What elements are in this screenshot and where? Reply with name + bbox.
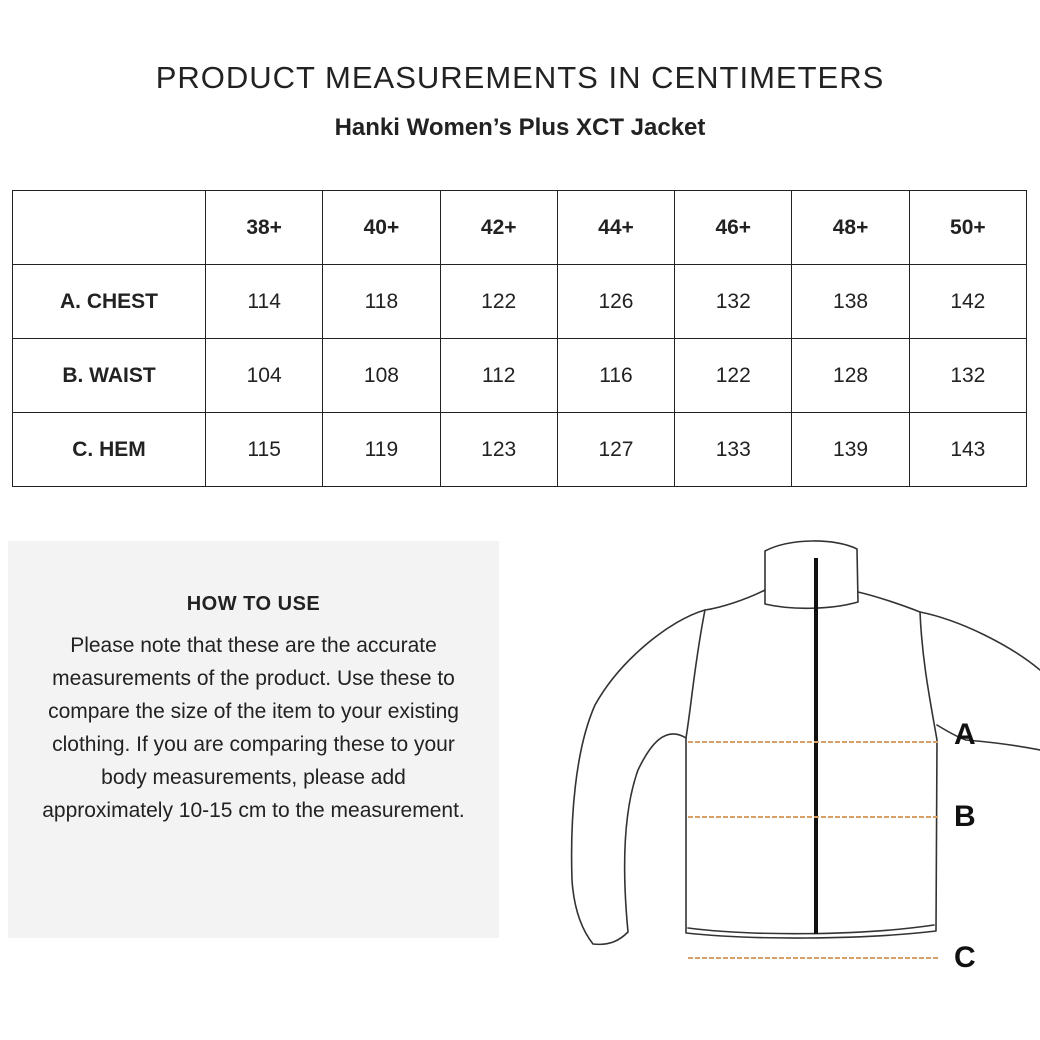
- table-cell: 142: [909, 265, 1026, 339]
- table-cell: 116: [557, 339, 674, 413]
- corner-cell: [13, 191, 206, 265]
- jacket-left-sleeve: [572, 610, 705, 944]
- table-cell: 122: [440, 265, 557, 339]
- table-cell: 104: [206, 339, 323, 413]
- table-cell: 126: [557, 265, 674, 339]
- jacket-right-sleeve: [920, 612, 1040, 670]
- table-cell: 132: [675, 265, 792, 339]
- jacket-right-cuff: [937, 725, 1040, 750]
- product-name: Hanki Women’s Plus XCT Jacket: [334, 114, 706, 141]
- table-header-row: [13, 191, 1027, 265]
- page-title: PRODUCT MEASUREMENTS IN CENTIMETERS: [155, 60, 885, 95]
- size-header: 46+: [675, 191, 792, 265]
- marker-c: C: [954, 941, 976, 974]
- how-to-use-title: HOW TO USE: [186, 593, 321, 615]
- size-header: 38+: [206, 191, 323, 265]
- table-cell: 132: [909, 339, 1026, 413]
- table-cell: 122: [675, 339, 792, 413]
- size-header: 44+: [557, 191, 674, 265]
- how-to-use-text: Please note that these are the accurate measurements of the product. Use these to compare the size of the item to your existing clothing. If you are comparing these to your body measurements, please add approximately 10-15 cm to the measurement.: [42, 634, 465, 822]
- size-table: [12, 190, 1027, 487]
- row-label: C. HEM: [13, 413, 206, 487]
- row-label: B. WAIST: [13, 339, 206, 413]
- table-cell: 115: [206, 413, 323, 487]
- jacket-body: [686, 590, 937, 938]
- table-cell: 143: [909, 413, 1026, 487]
- table-row: [13, 265, 1027, 339]
- table-cell: 123: [440, 413, 557, 487]
- table-cell: 114: [206, 265, 323, 339]
- table-cell: 133: [675, 413, 792, 487]
- table-cell: 128: [792, 339, 909, 413]
- how-to-use-panel: [8, 541, 499, 938]
- size-header: 40+: [323, 191, 440, 265]
- marker-a: A: [954, 718, 976, 751]
- table-cell: 112: [440, 339, 557, 413]
- row-label: A. CHEST: [13, 265, 206, 339]
- jacket-hem: [688, 925, 934, 934]
- table-row: [13, 339, 1027, 413]
- jacket-collar: [765, 541, 858, 608]
- table-cell: 138: [792, 265, 909, 339]
- table-cell: 118: [323, 265, 440, 339]
- table-cell: 108: [323, 339, 440, 413]
- size-header: 42+: [440, 191, 557, 265]
- table-cell: 139: [792, 413, 909, 487]
- size-header: 50+: [909, 191, 1026, 265]
- table-row: [13, 413, 1027, 487]
- size-header: 48+: [792, 191, 909, 265]
- table-cell: 127: [557, 413, 674, 487]
- marker-b: B: [954, 800, 976, 833]
- table-cell: 119: [323, 413, 440, 487]
